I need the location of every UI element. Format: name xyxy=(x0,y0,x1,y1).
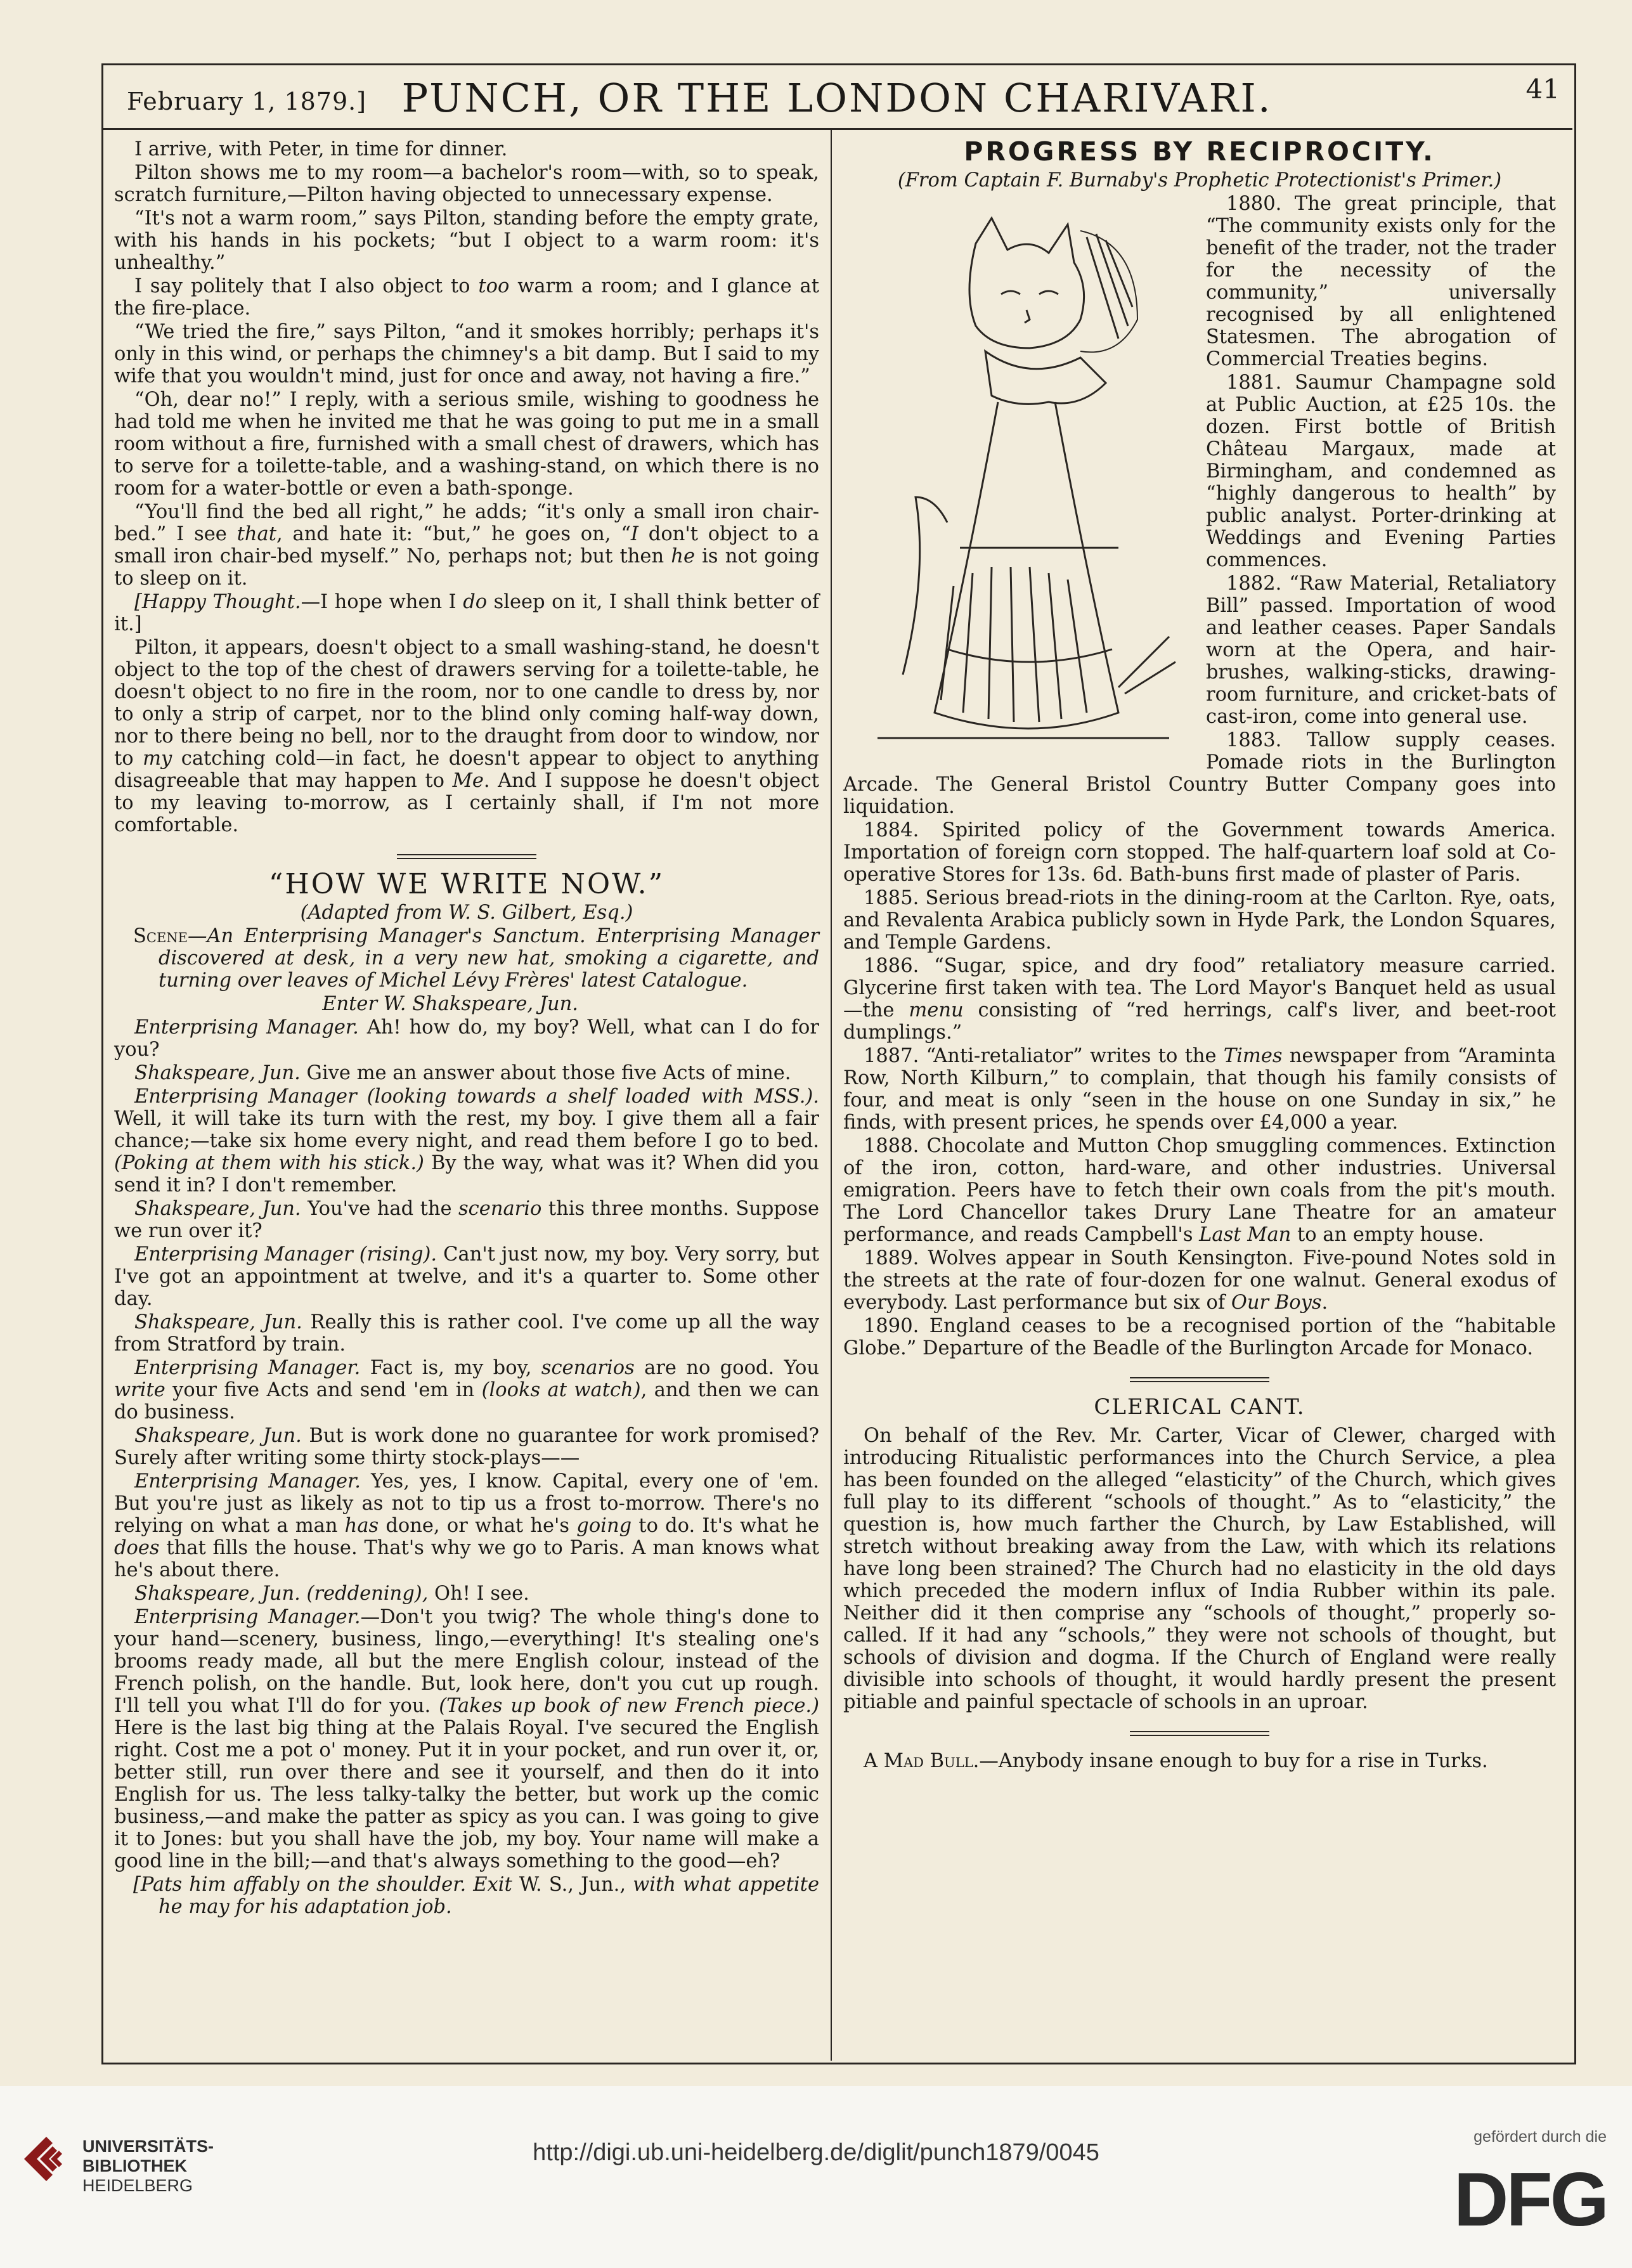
digitization-footer xyxy=(0,2086,1632,2268)
dialogue-line: Enterprising Manager.—Don't you twig? The whole thing's done to your hand—scenery, business, lingo,—everything! It's stealing one's brooms ready made, all but the mere English colour, instead of the French polish, on the handle. But, look here, don't you cut up rough. I'll tell you what I'll do for you. (Takes up book of new French piece.) Here is the last big thing at the Palais Royal. I've secured the English right. Cost me a pot o' money. Put it in your pocket, and run over it, or, better still, run over there and see it yourself, and then do it into English for us. The less talky-talky the better, but work up the comic business,—and make the patter as spicy as you can. I was going to give it to Jones: but you shall have the job, my boy. Your name will make a good line in the bill;—and that's always something to the good—eh? xyxy=(114,1606,819,1872)
timeline-entry: 1880. The great principle, that “The community exists only for the benefit of the trader, not the trader for the necessity of the community,” universally recognised by all enlightened Statesmen. The abrogation of Commercial Treaties begins. xyxy=(1206,193,1556,370)
dialogue-line: Enterprising Manager. Yes, yes, I know. Capital, every one of 'em. But you're just as likely as not to tip us a frost to-morrow. There's no relying on what a man has done, or what he's going to do. It's what he does that fills the house. That's why we go to Paris. A man knows what he's about there. xyxy=(114,1470,819,1581)
dialogue-line: Shakspeare, Jun. (reddening), Oh! I see. xyxy=(134,1583,529,1605)
article-title: CLERICAL CANT. xyxy=(1094,1394,1305,1420)
masthead-title: PUNCH, OR THE LONDON CHARIVARI. xyxy=(401,75,1273,121)
paragraph: A Mad Bull.—Anybody insane enough to buy for a rise in Turks. xyxy=(864,1750,1488,1772)
paragraph: Pilton, it appears, doesn't object to a small washing-stand, he doesn't object to the top of the chest of drawers serving for a toilette-table, he doesn't object to no fire in the room, nor to one candle to dress by, nor to only a strip of carpet, nor to the blind only coming half-way down, nor to there being no bell, nor to the draught from door to window, nor to my catching cold—in fact, he doesn't appear to object to anything disagreeable that may happen to Me. And I suppose he doesn't object to my leaving to-morrow, as I certainly shall, if I'm not more comfortable. xyxy=(114,637,819,836)
paragraph: On behalf of the Rev. Mr. Carter, Vicar of Clewer, charged with introducing Ritualistic performances into the Church Service, a plea has been founded on the alleged “elasticity” of the Church, which gives full play to its different “schools of thought.” As to “elasticity,” the question is, how much farther the Church, by Law Established, will stretch without breaking away from the Law, with which its relations have long been strained? The Church had no elasticity in the old days which preceded the modern influx of India Rubber within its pale. Neither did it then comprise any “schools of thought,” properly so-called. If it had any “schools,” they were not schools of thought, but schools of division and dogma. If the Church of England were really divisible into schools of thought, it would hardly present the present pitiable and painful spectacle of schools in an uproar. xyxy=(843,1425,1556,1713)
dialogue-line: Shakspeare, Jun. You've had the scenario this three months. Suppose we run over it? xyxy=(114,1198,819,1242)
page-number: 41 xyxy=(1525,74,1560,105)
page-header xyxy=(101,70,1572,133)
article-title: “HOW WE WRITE NOW.” xyxy=(268,868,665,900)
stage-direction: Enter W. Shakspeare, Jun. xyxy=(322,993,578,1015)
timeline-entry: 1881. Saumur Champagne sold at Public Auction, at £25 10s. the dozen. First bottle of British Château Margaux, made at Birmingham, and condemned as “highly dangerous to health” by public analyst. Porter-drinking at Weddings and Evening Parties commences. xyxy=(1206,372,1556,571)
source-url-link[interactable]: http://digi.ub.uni-heidelberg.de/diglit/punch1879/0045 xyxy=(533,2139,1099,2166)
timeline-entry: 1888. Chocolate and Mutton Chop smuggling commences. Extinction of the iron, cotton, hard-ware, and other industries. Universal emigration. Peers have to fetch their own coals from the pit's mouth. The Lord Chancellor takes Drury Lane Theatre for an amateur performance, and reads Campbell's Last Man to an empty house. xyxy=(843,1135,1556,1246)
dialogue-line: Shakspeare, Jun. Really this is rather cool. I've come up all the way from Stratford by train. xyxy=(114,1311,820,1356)
article-title: PROGRESS BY RECIPROCITY. xyxy=(964,136,1435,167)
woman-with-fan-illustration xyxy=(839,193,1195,763)
timeline-entry: 1885. Serious bread-riots in the dining-room at the Carlton. Rye, oats, and Revalenta Arabica publicly sown in Hyde Park, the London Squares, and Temple Gardens. xyxy=(843,887,1556,954)
library-name: UNIVERSITÄTS- BIBLIOTHEK HEIDELBERG xyxy=(82,2137,214,2195)
timeline-entry: 1887. “Anti-retaliator” writes to the Times newspaper from “Araminta Row, North Kilburn,” to complain, that though his family consists of four, and meat is only “seen in the house on one Sunday in six,” he finds, with present prices, he spends over £4,000 a year. xyxy=(843,1045,1556,1134)
timeline-entry: 1886. “Sugar, spice, and dry food” retaliatory measure carried. Glycerine first taken with tea. The Lord Mayor's Banquet held as usual—the menu consisting of “red herrings, calf's liver, and beet-root dumplings.” xyxy=(843,955,1556,1044)
paragraph: “Oh, dear no!” I reply, with a serious smile, wishing to goodness he had told me when he invited me that he was going to put me in a small room without a fire, furnished with a small chest of drawers, which has to serve for a toilette-table, and a washing-stand, on which there is no room for a water-bottle or even a bath-sponge. xyxy=(114,389,819,500)
paragraph: I arrive, with Peter, in time for dinner. xyxy=(134,138,508,160)
section-divider xyxy=(1130,1731,1269,1736)
section-divider xyxy=(397,854,536,859)
funding-caption: gefördert durch die xyxy=(1473,2128,1607,2146)
paragraph: I say politely that I also object to too warm a room; and I glance at the fire-place. xyxy=(114,275,819,320)
column-rule xyxy=(831,130,832,2061)
article-subtitle: (Adapted from W. S. Gilbert, Esq.) xyxy=(300,902,633,924)
header-date: February 1, 1879.] xyxy=(127,87,367,115)
dialogue-line: Enterprising Manager. Fact is, my boy, scenarios are no good. You write your five Acts and send 'em in (looks at watch), and then we can do business. xyxy=(114,1357,819,1423)
dialogue-line: Shakspeare, Jun. Give me an answer about those five Acts of mine. xyxy=(134,1062,791,1084)
header-rule xyxy=(101,128,1572,130)
paragraph: [Happy Thought.—I hope when I do sleep on it, I shall think better of it.] xyxy=(114,591,819,635)
scene-direction: Scene—An Enterprising Manager's Sanctum. Enterprising Manager discovered at desk, in a very new hat, smoking a cigarette, and turning over leaves of Michel Lévy Frères' latest Catalogue. xyxy=(133,925,819,992)
paragraph: “It's not a warm room,” says Pilton, standing before the empty grate, with his hands in his pockets; “but I object to a warm room: it's unhealthy.” xyxy=(114,207,819,274)
timeline-entry: 1890. England ceases to be a recognised portion of the “habitable Globe.” Departure of the Beadle of the Burlington Arcade for Monaco. xyxy=(843,1315,1556,1359)
timeline-entry: 1882. “Raw Material, Retaliatory Bill” passed. Importation of wood and leather ceases. Paper Sandals worn at the Opera, and hair-brushes, walking-sticks, drawing-room furniture, and cricket-bats of cast-iron, come into general use. xyxy=(1206,573,1556,728)
left-column xyxy=(114,138,819,1919)
dialogue-line: Enterprising Manager. Ah! how do, my boy? Well, what can I do for you? xyxy=(114,1016,819,1061)
dialogue-line: Enterprising Manager (looking towards a shelf loaded with MSS.). Well, it will take its turn with the rest, my boy. I give them all a fair chance;—take six home every night, and read them before I go to bed. (Poking at them with his stick.) By the way, what was it? When did you send it in? I don't remember. xyxy=(114,1085,819,1196)
paragraph: Pilton shows me to my room—a bachelor's room—with, so to speak, scratch furniture,—Pilton having objected to unnecessary expense. xyxy=(114,162,819,206)
dialogue-line: Shakspeare, Jun. But is work done no guarantee for work promised? Surely after writing some thirty stock-plays—— xyxy=(114,1425,819,1469)
timeline-entry: 1884. Spirited policy of the Government towards America. Importation of foreign corn stopped. The half-quartern loaf sold at Co-operative Stores for 13s. 6d. Bath-buns first made of plaster of Paris. xyxy=(843,819,1556,886)
article-subtitle: (From Captain F. Burnaby's Prophetic Protectionist's Primer.) xyxy=(897,169,1502,191)
paragraph: “You'll find the bed all right,” he adds; “it's only a small iron chair-bed.” I see that, and hate it: “but,” he goes on, “I don't object to a small iron chair-bed myself.” No, perhaps not; but then he is not going to sleep on it. xyxy=(114,501,819,590)
section-divider xyxy=(1130,1377,1269,1382)
exit-direction: [Pats him affably on the shoulder. Exit W. S., Jun., with what appetite he may for his adaptation job. xyxy=(133,1874,819,1918)
timeline-entry: 1883. Tallow supply ceases. Pomade riots in the Burlington Arcade. The General Bristol Country Butter Company goes into liquidation. xyxy=(843,729,1556,818)
dialogue-line: Enterprising Manager (rising). Can't just now, my boy. Very sorry, but I've got an appointment at twelve, and it's a quarter to. Some other day. xyxy=(114,1243,819,1310)
right-column xyxy=(843,138,1556,1773)
timeline-entry: 1889. Wolves appear in South Kensington. Five-pound Notes sold in the streets at the rate of four-dozen for one walnut. General exodus of everybody. Last performance but six of Our Boys. xyxy=(843,1247,1556,1314)
paragraph: “We tried the fire,” says Pilton, “and it smokes horribly; perhaps it's only in this wind, or perhaps the chimney's a bit damp. But I said to my wife that you wouldn't mind, just for once and away, not having a fire.” xyxy=(114,321,819,387)
dfg-logo: DFG xyxy=(1453,2157,1607,2242)
